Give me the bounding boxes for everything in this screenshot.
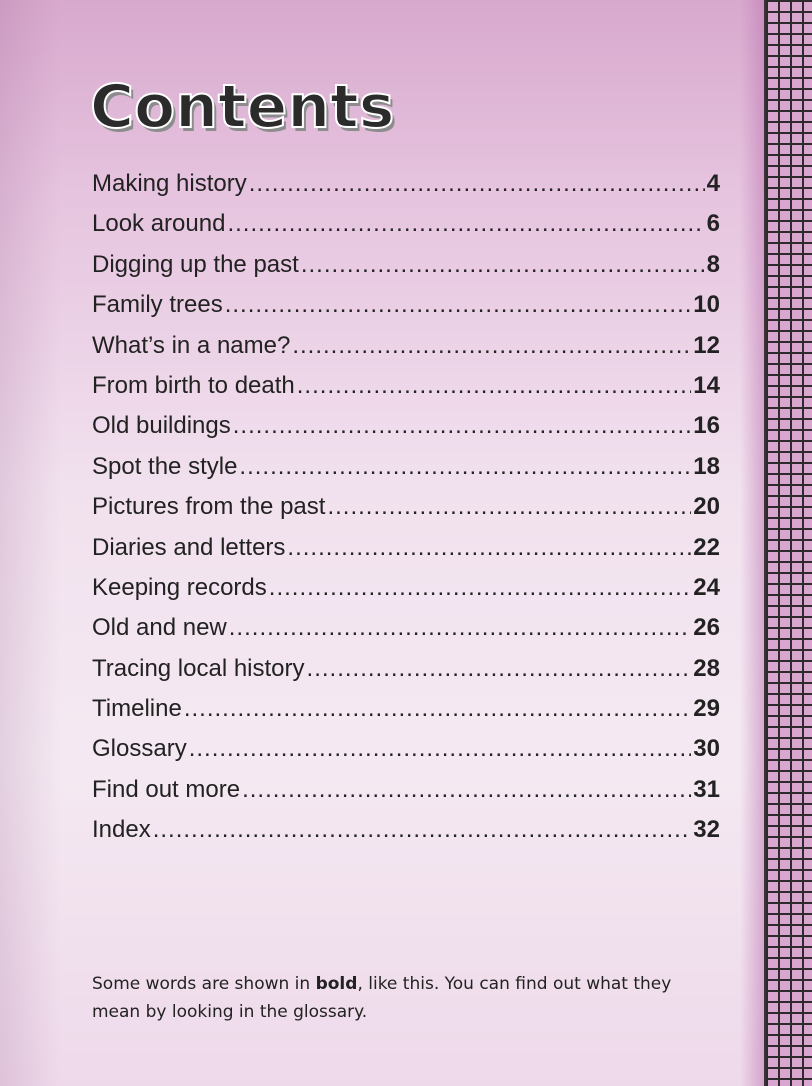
toc-entry[interactable] <box>92 412 720 452</box>
toc-entry-title: Family trees <box>92 291 223 319</box>
toc-dot-leader <box>249 170 705 198</box>
toc-entry-page-number: 30 <box>693 735 720 763</box>
toc-entry-title: Find out more <box>92 775 241 803</box>
toc-entry[interactable] <box>92 655 720 695</box>
toc-entry[interactable] <box>92 332 720 372</box>
toc-entry-title: Keeping records <box>92 573 267 601</box>
toc-entry-page-number: 28 <box>693 654 720 682</box>
toc-dot-leader <box>153 816 692 844</box>
toc-dot-leader <box>189 735 692 763</box>
toc-entry[interactable] <box>92 695 720 735</box>
toc-dot-leader <box>287 534 691 562</box>
toc-entry[interactable] <box>92 534 720 574</box>
toc-entry-title: Old and new <box>92 614 227 642</box>
toc-entry[interactable] <box>92 251 720 291</box>
toc-entry-page-number: 29 <box>693 695 720 723</box>
note-text-after: , like this. You can find out what they mean by looking in the glossary. <box>92 974 672 1022</box>
toc-entry-page-number: 14 <box>693 371 720 399</box>
contents-list <box>92 170 720 857</box>
toc-entry-page-number: 31 <box>693 775 720 803</box>
toc-entry-page-number: 12 <box>693 331 720 359</box>
toc-entry-title: What’s in a name? <box>92 331 291 359</box>
toc-entry-page-number: 16 <box>693 412 720 440</box>
toc-entry-title: Diaries and letters <box>92 533 286 561</box>
toc-entry[interactable] <box>92 210 720 250</box>
toc-dot-leader <box>297 372 692 400</box>
toc-entry[interactable] <box>92 574 720 614</box>
toc-entry-title: Glossary <box>92 735 187 763</box>
toc-entry-title: Spot the style <box>92 452 238 480</box>
toc-entry-page-number: 6 <box>706 210 720 238</box>
toc-dot-leader <box>229 614 692 642</box>
toc-entry-title: From birth to death <box>92 371 295 399</box>
right-color-band <box>740 0 764 1086</box>
toc-entry-page-number: 24 <box>693 573 720 601</box>
toc-entry[interactable] <box>92 735 720 775</box>
toc-dot-leader <box>225 291 692 319</box>
toc-dot-leader <box>227 210 704 238</box>
toc-entry-title: Index <box>92 816 151 844</box>
toc-entry[interactable] <box>92 816 720 856</box>
page-title: Contents <box>90 72 395 142</box>
toc-entry-title: Old buildings <box>92 412 231 440</box>
toc-entry-title: Timeline <box>92 695 182 723</box>
toc-entry-title: Making history <box>92 170 247 197</box>
toc-dot-leader <box>242 776 691 804</box>
toc-dot-leader <box>301 251 705 279</box>
toc-entry-title: Digging up the past <box>92 250 299 278</box>
toc-entry-page-number: 32 <box>693 816 720 844</box>
brick-pattern-border <box>764 0 812 1086</box>
toc-entry-page-number: 4 <box>706 170 720 197</box>
toc-dot-leader <box>327 493 691 521</box>
toc-dot-leader <box>184 695 691 723</box>
toc-dot-leader <box>307 655 692 683</box>
note-text-before: Some words are shown in <box>92 974 316 994</box>
toc-entry-title: Pictures from the past <box>92 493 326 521</box>
toc-entry[interactable] <box>92 776 720 816</box>
glossary-note <box>92 970 712 1026</box>
toc-entry-page-number: 10 <box>693 291 720 319</box>
toc-entry-title: Tracing local history <box>92 654 305 682</box>
toc-entry[interactable] <box>92 614 720 654</box>
toc-entry-page-number: 20 <box>693 493 720 521</box>
note-bold-word: bold <box>315 974 358 994</box>
toc-dot-leader <box>269 574 692 602</box>
toc-dot-leader <box>292 332 691 360</box>
toc-entry[interactable] <box>92 493 720 533</box>
toc-entry-page-number: 26 <box>693 614 720 642</box>
toc-entry-page-number: 18 <box>693 452 720 480</box>
toc-entry[interactable] <box>92 170 720 210</box>
toc-entry-title: Look around <box>92 210 226 238</box>
toc-dot-leader <box>233 412 692 440</box>
toc-entry-page-number: 8 <box>706 250 720 278</box>
toc-entry-page-number: 22 <box>693 533 720 561</box>
toc-entry[interactable] <box>92 291 720 331</box>
toc-entry[interactable] <box>92 372 720 412</box>
toc-entry[interactable] <box>92 453 720 493</box>
page-edge-shadow <box>0 0 60 1086</box>
toc-dot-leader <box>239 453 691 481</box>
